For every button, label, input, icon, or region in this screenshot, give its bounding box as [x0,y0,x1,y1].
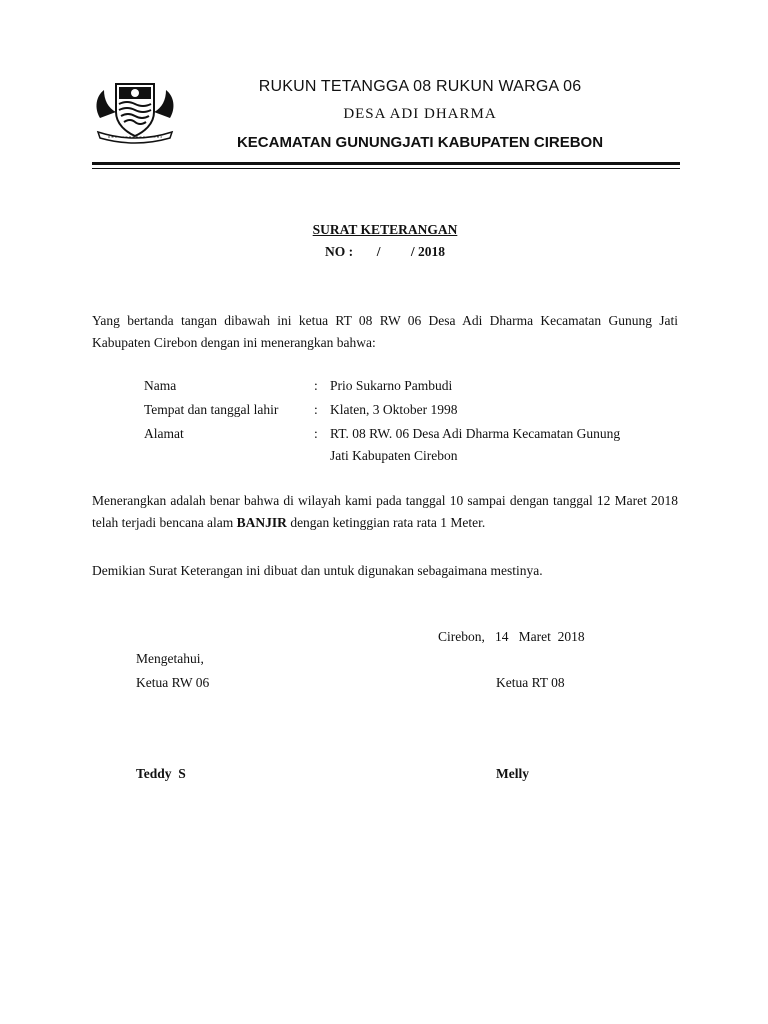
header-rt-rw: RUKUN TETANGGA 08 RUKUN WARGA 06 [258,78,582,95]
header-kecamatan: KECAMATAN GUNUNGJATI KABUPATEN CIREBON [236,134,604,151]
field-label-ttl: Tempat dan tanggal lahir [144,402,279,417]
acknowledged-label: Mengetahui, [136,651,204,666]
signatory-left-title: Ketua RW 06 [136,675,210,690]
field-value-alamat-cont: Jati Kabupaten Cirebon [330,448,458,463]
statement-text-a: Menerangkan adalah benar bahwa di wilayah kami pada tanggal 10 sampai dengan tanggal 12 Maret 2018 telah terjadi bencana alam [92,493,678,530]
field-colon: : [314,378,318,393]
closing-paragraph: Demikian Surat Keterangan ini dibuat dan untuk digunakan sebagaimana mestinya. [92,563,543,578]
letter-title: SURAT KETERANGAN [312,222,458,237]
regency-emblem-icon [92,78,178,146]
statement-paragraph [92,490,678,534]
field-colon: : [314,402,318,417]
statement-bold-banjir: BANJIR [236,515,287,530]
intro-paragraph: Yang bertanda tangan dibawah ini ketua RT 08 RW 06 Desa Adi Dharma Kecamatan Gunung Jati Kabupaten Cirebon dengan ini menerangkan bahwa: [92,313,678,350]
field-value-nama: Prio Sukarno Pambudi [330,378,453,393]
signatory-right-name: Melly [496,766,529,781]
statement-text-b: dengan ketinggian rata rata 1 Meter. [286,515,486,530]
place-date: Cirebon, 14 Maret 2018 [438,629,585,644]
letterhead-rule-thin [92,168,680,169]
header-desa: DESA ADI DHARMA [343,106,497,122]
field-value-ttl: Klaten, 3 Oktober 1998 [330,402,458,417]
field-label-alamat: Alamat [144,426,184,441]
signatory-left-name: Teddy S [136,766,186,781]
field-colon: : [314,426,318,441]
letterhead-rule-thick [92,162,680,165]
field-label-nama: Nama [144,378,177,393]
letter-number: NO : / / 2018 [325,244,445,259]
signatory-right-title: Ketua RT 08 [496,675,565,690]
field-value-alamat: RT. 08 RW. 06 Desa Adi Dharma Kecamatan Gunung [330,426,621,441]
